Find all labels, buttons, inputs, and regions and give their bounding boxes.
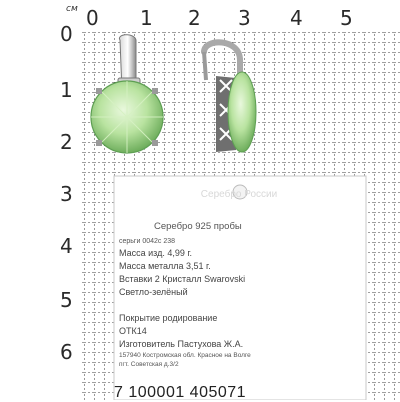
tag-line-inserts: Вставки 2 Кристалл Swarovski (119, 274, 246, 284)
ruler-left-6: 6 (60, 340, 73, 364)
tag-line-color: Светло-зелёный (119, 287, 188, 297)
ruler-left-0: 0 (60, 22, 73, 46)
tag-line-metal: Масса металла 3,51 г. (119, 261, 211, 271)
ruler-left-5: 5 (60, 288, 73, 312)
ruler-top-0: 0 (86, 6, 99, 30)
ruler-left-1: 1 (60, 78, 73, 102)
ruler-top-1: 1 (140, 6, 153, 30)
ruler-top-4: 4 (290, 6, 303, 30)
ruler-left-4: 4 (60, 234, 73, 258)
tag-maker: Изготовитель Пастухова Ж.А. (119, 339, 244, 349)
barcode-number: 7 100001 405071 (114, 384, 247, 401)
ruler-left-2: 2 (60, 130, 73, 154)
price-tag (114, 176, 364, 400)
ruler-left-3: 3 (60, 182, 73, 206)
tag-address-2: пгт. Советская д.3/2 (119, 361, 179, 368)
tag-address-1: 157940 Костромская обл. Красное на Волге (119, 352, 251, 359)
tag-otk: ОТК14 (119, 326, 147, 336)
tag-brand-watermark: Серебро России (200, 189, 278, 200)
tag-article: серьги 0042с 238 (119, 238, 176, 245)
ruler-top-3: 3 (238, 6, 251, 30)
ruler-unit-label: см (66, 4, 78, 14)
ruler-top-5: 5 (340, 6, 353, 30)
tag-line-weight: Масса изд. 4,99 г. (119, 248, 193, 258)
tag-title: Серебро 925 пробы (154, 221, 242, 232)
tag-coating: Покрытие родирование (119, 313, 218, 323)
ruler-top-2: 2 (188, 6, 201, 30)
